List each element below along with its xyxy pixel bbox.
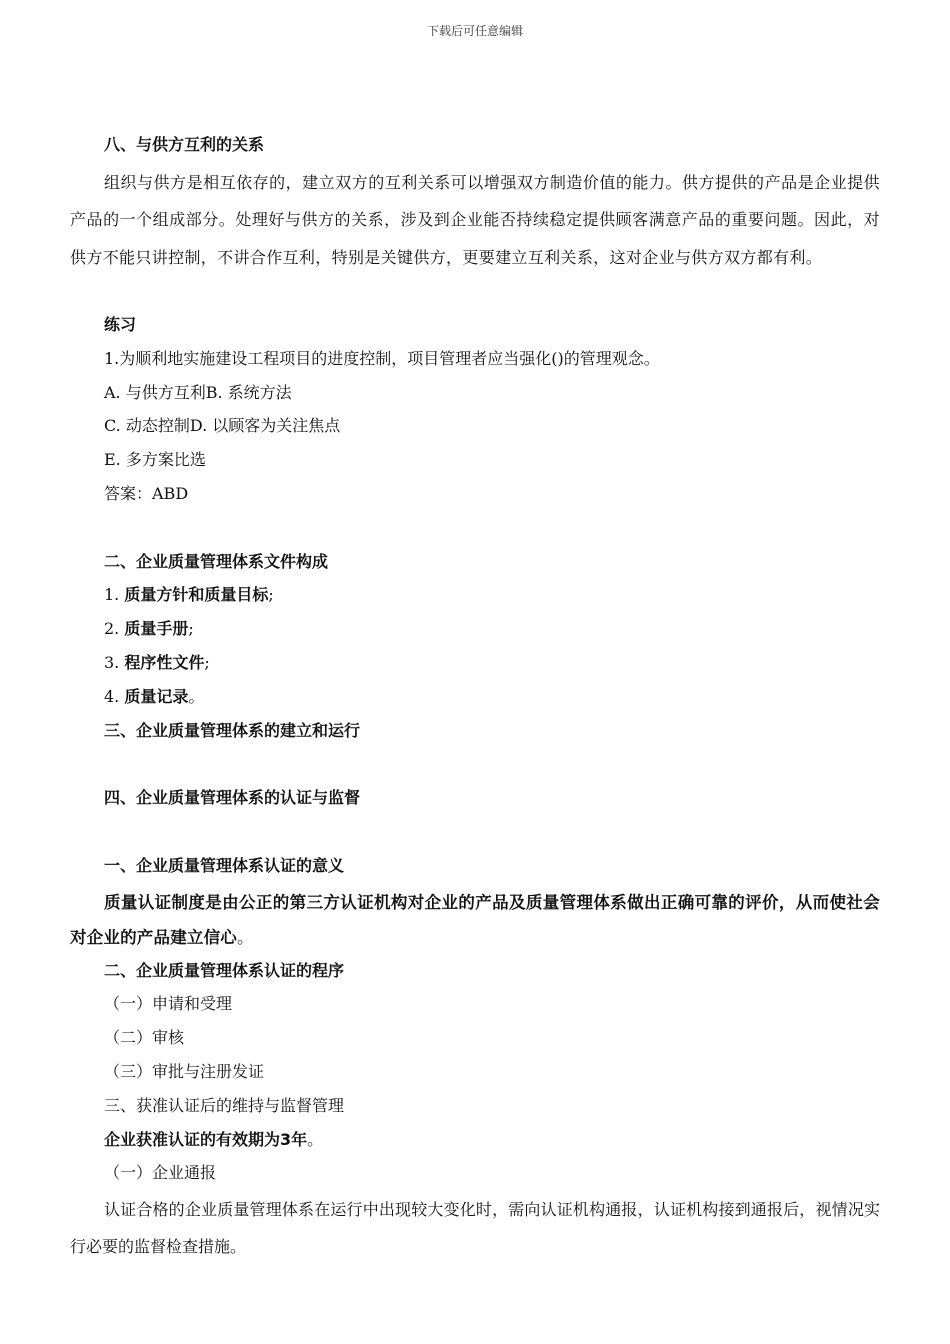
item-number: 4. [104, 686, 120, 706]
page-header: 下载后可任意编辑 [426, 24, 523, 38]
section-title-certification: 四、企业质量管理体系的认证与监督 [104, 788, 361, 808]
item-punct: 。 [188, 686, 205, 706]
meaning-text: 质量认证制度是由公正的第三方认证机构对企业的产品及质量管理体系做出正确可靠的评价，从而使社会对企业的产品建立信心 [70, 892, 880, 948]
item-number: 1. [104, 585, 120, 605]
section-title-supplier: 八、与供方互利的关系 [104, 135, 265, 154]
subsection-title-procedure: 二、企业质量管理体系认证的程序 [104, 960, 345, 980]
procedure-step-2: （二）审核 [104, 1028, 185, 1048]
document-item-2 [70, 614, 880, 648]
validity-statement [70, 1125, 880, 1159]
procedure-step-3: （三）审批与注册发证 [104, 1062, 265, 1082]
document-item-1 [70, 580, 880, 614]
section-title-documents: 二、企业质量管理体系文件构成 [104, 551, 329, 571]
item-text: 质量记录 [124, 686, 189, 706]
exercise-options-ab: A. 与供方互利B. 系统方法 [104, 382, 292, 402]
item-number: 2. [104, 619, 120, 639]
validity-end: 。 [307, 1129, 324, 1149]
exercise-answer: 答案：ABD [104, 484, 189, 504]
document-item-3 [70, 648, 880, 682]
exercise-option-e: E. 多方案比选 [104, 450, 206, 470]
document-item-4 [70, 682, 880, 716]
subsection-title-maintenance: 三、获准认证后的维持与监督管理 [104, 1095, 345, 1115]
paragraph-meaning [70, 885, 880, 956]
meaning-end: 。 [237, 928, 254, 948]
paragraph-notify: 认证合格的企业质量管理体系在运行中出现较大变化时，需向认证机构通报，认证机构接到通报后，视情况实行必要的监督检查措施。 [70, 1200, 880, 1256]
exercise-options-cd: C. 动态控制D. 以顾客为关注焦点 [104, 416, 341, 436]
item-number: 3. [104, 653, 120, 673]
subsection-title-notify: （一）企业通报 [104, 1163, 217, 1183]
item-punct: ; [188, 619, 194, 639]
item-punct: ; [204, 653, 210, 673]
paragraph-supplier: 组织与供方是相互依存的，建立双方的互利关系可以增强双方制造价值的能力。供方提供的产品是企业提供产品的一个组成部分。处理好与供方的关系，涉及到企业能否持续稳定提供顾客满意产品的重要问题。因此，对供方不能只讲控制，不讲合作互利，特别是关键供方，更要建立互利关系，这对企业与供方双方都有利。 [70, 172, 880, 267]
procedure-step-1: （一）申请和受理 [104, 994, 233, 1014]
subsection-title-meaning: 一、企业质量管理体系认证的意义 [104, 855, 345, 875]
item-text: 质量手册 [124, 619, 189, 639]
item-text: 程序性文件 [124, 653, 205, 673]
validity-text: 企业获准认证的有效期为3年 [104, 1129, 308, 1149]
exercise-title: 练习 [104, 315, 137, 335]
document-body [70, 130, 880, 1265]
item-text: 质量方针和质量目标 [124, 585, 269, 605]
section-title-establish: 三、企业质量管理体系的建立和运行 [104, 720, 361, 740]
item-punct: ; [268, 585, 274, 605]
exercise-question: 1.为顺利地实施建设工程项目的进度控制，项目管理者应当强化()的管理观念。 [104, 348, 660, 368]
